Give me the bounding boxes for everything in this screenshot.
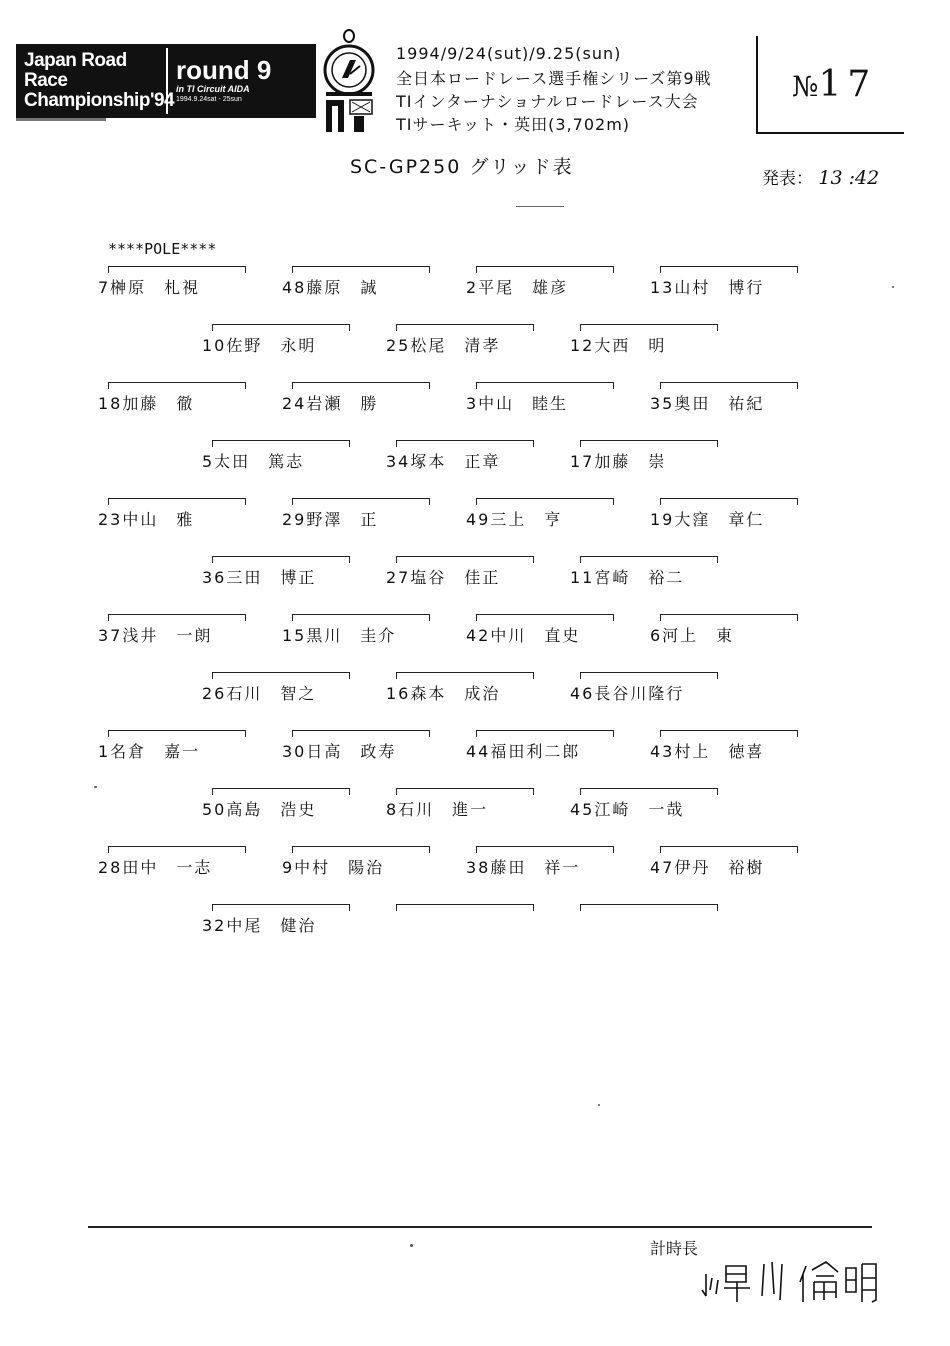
grid-slot-bracket <box>292 846 430 853</box>
logo-venue: in TI Circuit AIDA <box>176 84 250 94</box>
grid-slot <box>650 614 828 648</box>
logo-round: round 9 <box>176 55 272 85</box>
grid-slot-bracket <box>108 498 246 505</box>
grid-slot <box>570 788 748 822</box>
grid-slot <box>282 382 460 416</box>
grid-slot <box>570 324 748 358</box>
grid-rider: 24岩瀬 勝 <box>282 394 379 413</box>
grid-slot-bracket <box>108 846 246 853</box>
grid-slot <box>650 382 828 416</box>
grid-slot <box>98 266 276 300</box>
grid-rider: 48藤原 誠 <box>282 278 379 297</box>
grid-rider: 47伊丹 裕樹 <box>650 858 765 877</box>
grid-slot <box>650 498 828 532</box>
grid-slot <box>386 440 564 474</box>
grid-slot-bracket <box>212 324 350 331</box>
grid-slot-bracket <box>212 788 350 795</box>
document-number-value: 17 <box>818 64 877 105</box>
grid-slot-bracket <box>108 266 246 273</box>
grid-rider: 34塚本 正章 <box>386 452 501 471</box>
grid-rider: 44福田利二郎 <box>466 742 581 761</box>
grid-slot <box>282 730 460 764</box>
grid-rider: 17加藤 崇 <box>570 452 667 471</box>
ti-circuit-emblem-icon <box>320 26 378 134</box>
grid-rider: 18加藤 徹 <box>98 394 195 413</box>
grid-rider: 35奥田 祐紀 <box>650 394 765 413</box>
grid-rider: 32中尾 健治 <box>202 916 317 935</box>
grid-slot <box>202 672 380 706</box>
grid-slot-bracket <box>660 498 798 505</box>
grid-slot-bracket <box>580 556 718 563</box>
grid-slot <box>466 846 644 880</box>
release-time-value: 13 :42 <box>818 167 880 189</box>
grid-slot-bracket <box>212 440 350 447</box>
grid-rider: 16森本 成治 <box>386 684 501 703</box>
grid-slot <box>98 614 276 648</box>
scan-speck <box>598 1104 600 1106</box>
number-box-divider <box>756 36 758 134</box>
footer-rule <box>88 1226 872 1228</box>
grid-slot-bracket <box>580 672 718 679</box>
grid-slot <box>650 266 828 300</box>
grid-slot-bracket <box>212 904 350 911</box>
grid-slot-bracket <box>580 440 718 447</box>
grid-rider: 11宮崎 裕二 <box>570 568 685 587</box>
grid-slot <box>466 614 644 648</box>
grid-rider: 12大西 明 <box>570 336 667 355</box>
logo-line-1: Japan Road Race <box>24 50 127 91</box>
logo-dates: 1994.9.24sat - 25sun <box>176 96 242 103</box>
grid-rider: 37浅井 一朗 <box>98 626 213 645</box>
grid-slot <box>396 904 564 938</box>
grid-slot-bracket <box>660 614 798 621</box>
event-dates: 1994/9/24(sut)/9.25(sun) <box>396 44 622 63</box>
grid-slot-bracket <box>292 730 430 737</box>
grid-rider: 19大窪 章仁 <box>650 510 765 529</box>
pole-label: ****POLE**** <box>108 240 217 258</box>
grid-slot-bracket <box>108 614 246 621</box>
grid-slot <box>570 440 748 474</box>
grid-rider: 30日高 政寿 <box>282 742 397 761</box>
grid-rider: 2平尾 雄彦 <box>466 278 569 297</box>
grid-slot-bracket <box>396 672 534 679</box>
grid-slot-bracket <box>396 556 534 563</box>
grid-slot <box>202 324 380 358</box>
grid-rider: 6河上 東 <box>650 626 735 645</box>
grid-slot-bracket <box>580 324 718 331</box>
grid-slot-bracket <box>108 730 246 737</box>
grid-slot-bracket <box>660 730 798 737</box>
grid-slot-bracket <box>580 904 718 911</box>
grid-slot-bracket <box>660 846 798 853</box>
grid-slot <box>98 846 276 880</box>
grid-slot <box>386 556 564 590</box>
grid-rider: 49三上 亨 <box>466 510 563 529</box>
grid-slot-bracket <box>396 324 534 331</box>
grid-slot <box>98 730 276 764</box>
grid-slot <box>386 324 564 358</box>
grid-slot-bracket <box>660 266 798 273</box>
grid-slot <box>570 556 748 590</box>
grid-rider: 38藤田 祥一 <box>466 858 581 877</box>
divider <box>516 206 564 207</box>
event-series: 全日本ロードレース選手権シリーズ第9戦 <box>396 69 712 88</box>
logo-round-block <box>166 48 316 114</box>
logo-line-2: Championship'94 <box>24 90 175 111</box>
release-time <box>762 164 879 189</box>
grid-slot-bracket <box>396 904 534 911</box>
scan-speck <box>410 1244 413 1247</box>
grid-rider: 42中川 直史 <box>466 626 581 645</box>
grid-rider: 15黒川 圭介 <box>282 626 397 645</box>
grid-slot <box>282 614 460 648</box>
scan-speck <box>892 286 894 288</box>
grid-slot-bracket <box>108 382 246 389</box>
grid-rider: 10佐野 永明 <box>202 336 317 355</box>
grid-slot-bracket <box>476 382 614 389</box>
page-title: SC-GP250 グリッド表 <box>350 156 574 178</box>
grid-slot <box>466 382 644 416</box>
grid-rider: 50高島 浩史 <box>202 800 317 819</box>
grid-slot <box>202 440 380 474</box>
grid-slot-bracket <box>396 788 534 795</box>
grid-slot <box>282 498 460 532</box>
grid-slot-bracket <box>292 266 430 273</box>
grid-slot <box>650 730 828 764</box>
grid-slot <box>202 904 380 938</box>
grid-slot-bracket <box>212 672 350 679</box>
grid-slot <box>282 846 460 880</box>
document-number <box>792 64 876 105</box>
grid-slot <box>282 266 460 300</box>
grid-slot-bracket <box>212 556 350 563</box>
release-label: 発表： <box>762 169 813 189</box>
grid-slot <box>466 498 644 532</box>
grid-slot-bracket <box>292 382 430 389</box>
championship-logo <box>16 44 316 118</box>
grid-slot <box>466 730 644 764</box>
grid-slot-bracket <box>292 614 430 621</box>
grid-rider: 43村上 徳喜 <box>650 742 765 761</box>
scan-speck <box>94 786 97 788</box>
grid-slot-bracket <box>476 266 614 273</box>
grid-rider: 7榊原 札視 <box>98 278 201 297</box>
grid-slot <box>202 556 380 590</box>
grid-rider: 45江崎 一哉 <box>570 800 685 819</box>
grid-slot-bracket <box>660 382 798 389</box>
grid-slot-bracket <box>476 614 614 621</box>
number-box-underline <box>756 132 904 134</box>
number-sign: № <box>792 70 819 103</box>
grid-rider: 5太田 篤志 <box>202 452 305 471</box>
grid-slot-bracket <box>476 498 614 505</box>
grid-rider: 13山村 博行 <box>650 278 765 297</box>
grid-slot-bracket <box>476 730 614 737</box>
grid-slot <box>386 672 564 706</box>
grid-slot <box>202 788 380 822</box>
grid-rider: 29野澤 正 <box>282 510 379 529</box>
grid-rider: 9中村 陽治 <box>282 858 385 877</box>
grid-slot-bracket <box>476 846 614 853</box>
grid-rider: 1名倉 嘉一 <box>98 742 201 761</box>
event-race-name: TIインターナショナルロードレース大会 <box>396 92 699 111</box>
grid-rider: 23中山 雅 <box>98 510 195 529</box>
grid-slot <box>580 904 748 938</box>
grid-slot <box>98 498 276 532</box>
grid-rider: 36三田 博正 <box>202 568 317 587</box>
grid-rider: 46長谷川隆行 <box>570 684 685 703</box>
grid-slot <box>386 788 564 822</box>
grid-rider: 3中山 睦生 <box>466 394 569 413</box>
event-venue: TIサーキット・英田(3,702m) <box>396 115 631 134</box>
timekeeper-label: 計時長 <box>650 1239 699 1258</box>
grid-slot <box>650 846 828 880</box>
grid-slot <box>570 672 748 706</box>
logo-underline <box>16 118 106 121</box>
logo-series-block <box>16 44 175 118</box>
grid-rider: 25松尾 清孝 <box>386 336 501 355</box>
grid-rider: 28田中 一志 <box>98 858 213 877</box>
grid-rider: 26石川 智之 <box>202 684 317 703</box>
grid-slot-bracket <box>292 498 430 505</box>
grid-slot <box>98 382 276 416</box>
grid-slot-bracket <box>580 788 718 795</box>
grid-rider: 27塩谷 佳正 <box>386 568 501 587</box>
timekeeper-signature <box>700 1256 880 1306</box>
grid-rider: 8石川 進一 <box>386 800 489 819</box>
grid-slot <box>466 266 644 300</box>
grid-slot-bracket <box>396 440 534 447</box>
